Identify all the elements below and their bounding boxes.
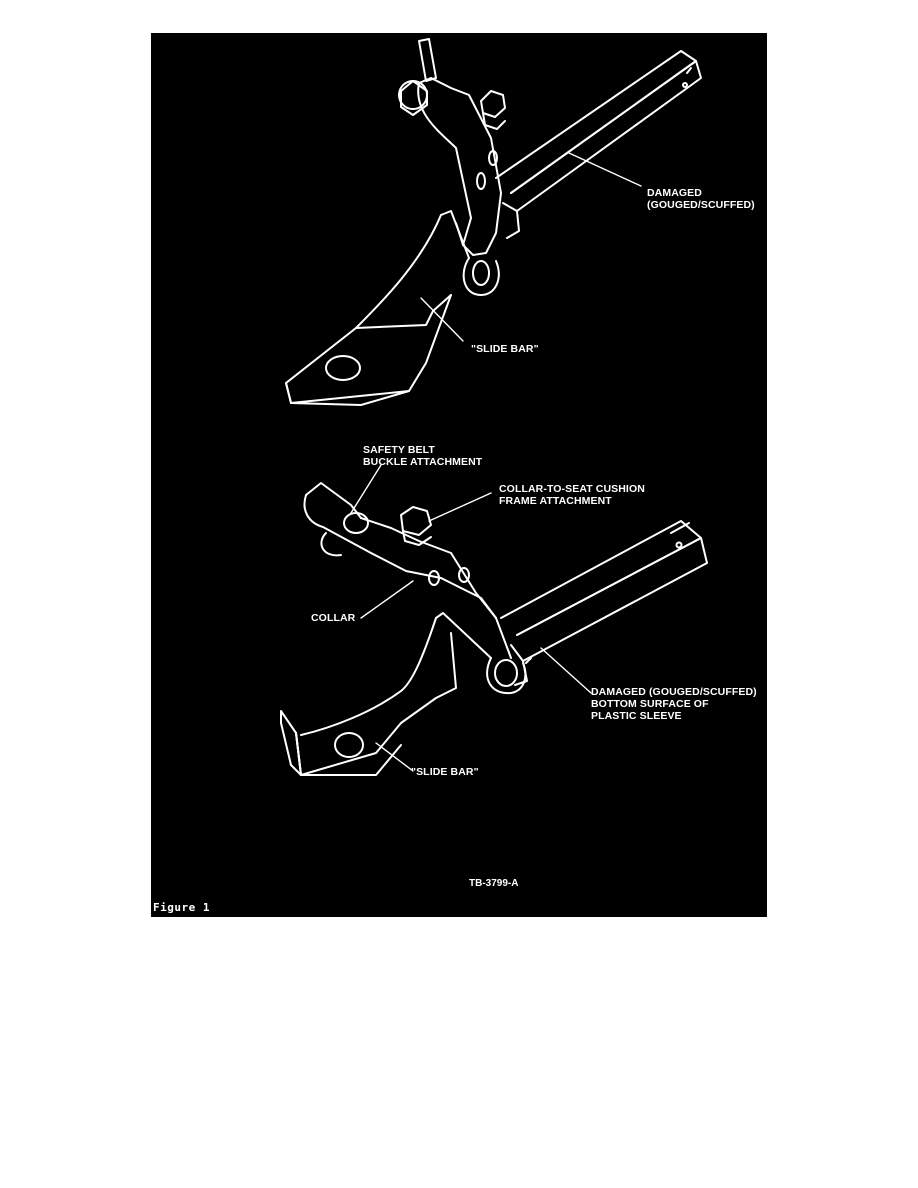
figure-caption: Figure 1	[153, 901, 210, 914]
safety-belt-label-line1: SAFETY BELT	[363, 444, 435, 456]
top-slide-bar	[286, 211, 469, 405]
bottom-damaged-label-line1: DAMAGED (GOUGED/SCUFFED)	[591, 686, 757, 698]
safety-belt-label-line2: BUCKLE ATTACHMENT	[363, 456, 483, 468]
technical-illustration	[151, 33, 767, 917]
safety-belt-buckle-label	[363, 444, 482, 468]
bottom-collar-bracket	[305, 483, 531, 693]
top-slide-bar-label: "SLIDE BAR"	[471, 343, 539, 355]
top-damaged-label-line1: DAMAGED	[647, 187, 702, 199]
reference-code: TB-3799-A	[469, 878, 519, 889]
bottom-seat-track-rail	[501, 521, 707, 685]
top-collar-bracket	[399, 39, 505, 295]
bottom-damaged-label-line2: BOTTOM SURFACE OF	[591, 698, 709, 710]
bottom-slide-bar-label: "SLIDE BAR"	[411, 766, 479, 778]
figure-panel	[151, 33, 767, 917]
top-leader-lines	[421, 153, 641, 341]
collar-label: COLLAR	[311, 612, 356, 624]
collar-to-seat-label	[499, 483, 645, 507]
bottom-damaged-label	[591, 686, 757, 722]
bottom-damaged-label-line3: PLASTIC SLEEVE	[591, 710, 682, 722]
bottom-leader-lines	[351, 465, 591, 771]
top-damaged-label	[647, 187, 755, 211]
collar-to-seat-label-line1: COLLAR-TO-SEAT CUSHION	[499, 483, 645, 495]
top-damaged-label-line2: (GOUGED/SCUFFED)	[647, 199, 755, 211]
collar-to-seat-label-line2: FRAME ATTACHMENT	[499, 495, 612, 507]
